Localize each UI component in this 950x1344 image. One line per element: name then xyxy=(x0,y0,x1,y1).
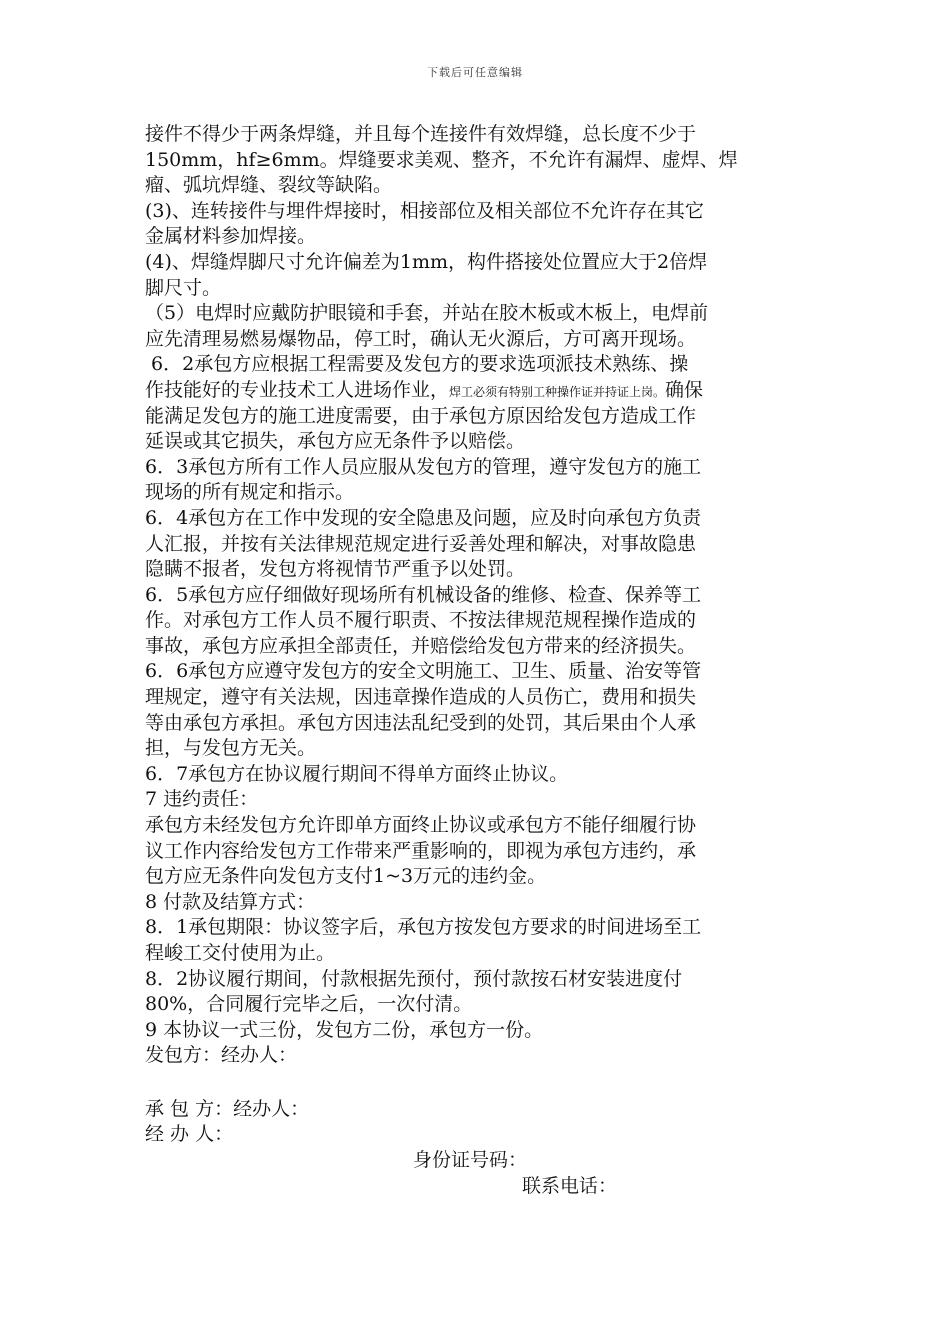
agent-signature-label: 经 办 人： xyxy=(145,1123,234,1145)
body-line: (4)、焊缝焊脚尺寸允许偏差为1mm，构件搭接处位置应大于2倍焊 xyxy=(145,250,708,273)
body-line: 6．4承包方在工作中发现的安全隐患及问题，应及时向承包方负责 xyxy=(145,506,702,529)
body-line: 6．2承包方应根据工程需要及发包方的要求选项派技术熟练、操 xyxy=(145,353,689,376)
body-line: 8．1承包期限：协议签字后，承包方按发包方要求的时间进场至工 xyxy=(145,916,702,939)
body-line: 应先清理易燃易爆物品，停工时，确认无火源后，方可离开现场。 xyxy=(145,327,697,350)
body-line: 事故，承包方应承担全部责任，并赔偿给发包方带来的经济损失。 xyxy=(145,634,697,657)
phone-label: 联系电话： xyxy=(522,1175,618,1197)
header-note: 下载后可任意编辑 xyxy=(427,66,523,79)
body-line: 程峻工交付使用为止。 xyxy=(145,942,336,964)
body-line: 作。对承包方工作人员不履行职责、不按法律规范规程操作造成的 xyxy=(145,609,697,632)
body-line: 议工作内容给发包方工作带来严重影响的，即视为承包方违约，承 xyxy=(145,839,697,862)
body-line: 担，与发包方无关。 xyxy=(145,737,317,760)
mixed-line-note: 焊工必须有特别工种操作证并持证上岗。 xyxy=(449,384,666,399)
body-line: 包方应无条件向发包方支付1~3万元的违约金。 xyxy=(145,865,547,888)
body-line: 80%，合同履行完毕之后，一次付清。 xyxy=(145,993,473,1016)
section-heading: 7 违约责任： xyxy=(145,788,259,811)
body-line: 9 本协议一式三份，发包方二份，承包方一份。 xyxy=(145,1018,544,1041)
document-body xyxy=(145,122,810,1043)
body-line: 接件不得少于两条焊缝，并且每个连接件有效焊缝，总长度不少于 xyxy=(145,123,697,145)
body-line: (3)、连转接件与埋件焊接时，相接部位及相关部位不允许存在其它 xyxy=(145,199,704,222)
id-number-label: 身份证号码： xyxy=(413,1149,528,1171)
body-line: 人汇报，并按有关法律规范规定进行妥善处理和解决，对事故隐患 xyxy=(145,532,697,555)
body-line: 脚尺寸。 xyxy=(145,276,222,299)
employer-signature-label: 发包方：经办人： xyxy=(145,1044,298,1066)
body-line: 现场的所有规定和指示。 xyxy=(145,481,355,504)
section-heading: 8 付款及结算方式： xyxy=(145,890,316,913)
body-line: 6．6承包方应遵守发包方的安全文明施工、卫生、质量、治安等管 xyxy=(145,660,702,683)
body-line: 金属材料参加焊接。 xyxy=(145,225,317,248)
body-line: 能满足发包方的施工进度需要，由于承包方原因给发包方造成工作 xyxy=(145,404,697,427)
body-line: 8．2协议履行期间，付款根据先预付，预付款按石材安装进度付 xyxy=(145,967,683,990)
body-line: 等由承包方承担。承包方因违法乱纪受到的处罚，其后果由个人承 xyxy=(145,711,697,734)
body-line: 6．5承包方应仔细做好现场所有机械设备的维修、检查、保养等工 xyxy=(145,583,702,606)
mixed-line xyxy=(145,378,810,404)
body-line: 隐瞒不报者，发包方将视情节严重予以处罚。 xyxy=(145,558,526,581)
body-line: 理规定，遵守有关法规，因违章操作造成的人员伤亡，费用和损失 xyxy=(145,686,697,709)
body-line: 150mm，hf≥6mm。焊缝要求美观、整齐，不允许有漏焊、虚焊、焊 xyxy=(145,148,738,171)
body-line: 6．7承包方在协议履行期间不得单方面终止协议。 xyxy=(145,762,569,785)
mixed-line-tail: 确保 xyxy=(665,378,704,401)
contractor-signature-label: 承 包 方：经办人： xyxy=(145,1098,310,1120)
body-line: （5）电焊时应戴防护眼镜和手套，并站在胶木板或木板上，电焊前 xyxy=(145,302,709,325)
mixed-line-main: 作技能好的专业技术工人进场作业， xyxy=(145,378,450,401)
body-line: 承包方未经发包方允许即单方面终止协议或承包方不能仔细履行协 xyxy=(145,814,697,837)
body-line: 延误或其它损失，承包方应无条件予以赔偿。 xyxy=(145,430,526,453)
body-line: 瘤、弧坑焊缝、裂纹等缺陷。 xyxy=(145,174,393,197)
body-line: 6．3承包方所有工作人员应服从发包方的管理，遵守发包方的施工 xyxy=(145,455,702,478)
